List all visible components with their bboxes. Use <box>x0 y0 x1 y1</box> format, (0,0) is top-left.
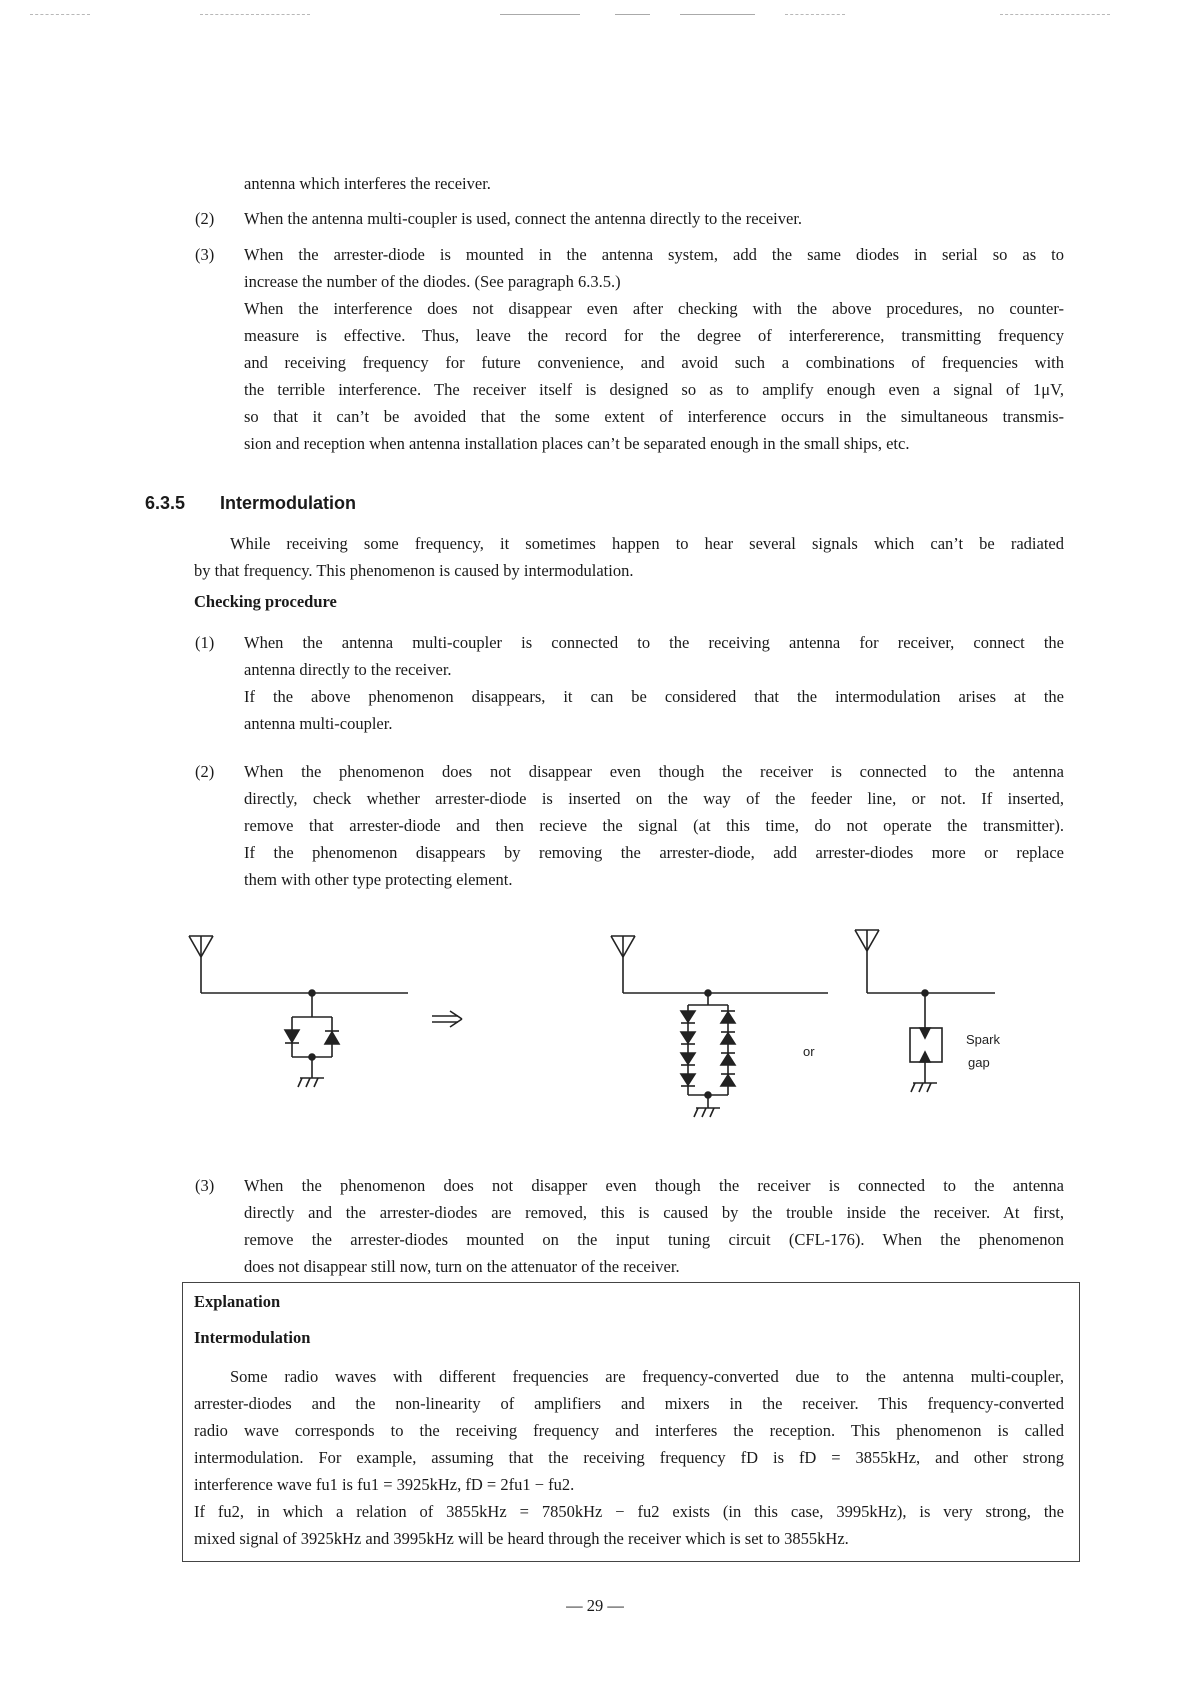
section-number: 6.3.5 <box>145 493 186 513</box>
item-text: When the phenomenon does not disapper even though the receiver is connected to the antenna directly and the arrester-diodes are removed, this is caused by the trouble inside the receiver. At first, remove the arrester-diodes mounted on the input tuning circuit (CFL-176). When the phenomenon does not disappear still now, turn on the attenuator of the receiver. <box>244 1176 1064 1276</box>
item-text: When the phenomenon does not disappear even though the receiver is connected to the antenna directly, check whether arrester-diode is inserted on the way of the feeder line, or not. If inserted, remove that arrester-diode and then recieve the signal (at this time, do not operate the transmitter). If the phenomenon disappears by removing the arrester-diode, add arrester-diodes more or replace them with other type protecting element. <box>244 762 1064 889</box>
or-label: or <box>803 1044 815 1059</box>
arrow-right-icon <box>432 1011 462 1027</box>
checking-procedure-label: Checking procedure <box>194 592 337 611</box>
item-number: (1) <box>195 633 215 652</box>
continuation-text: antenna which interferes the receiver. <box>244 174 491 193</box>
diode-pair <box>285 1017 339 1057</box>
explanation-subtitle: Intermodulation <box>194 1328 311 1347</box>
ground-icon <box>911 1062 937 1092</box>
spark-gap-icon <box>910 1028 942 1062</box>
intro-paragraph: While receiving some frequency, it sometimes happen to hear several signals which can’t be radiated by that frequency. This phenomenon is caused by intermodulation. <box>194 534 1064 580</box>
antenna-icon <box>611 936 635 993</box>
item-text: When the arrester-diode is mounted in the antenna system, add the same diodes in serial so as to increase the number of the diodes. (See paragraph 6.3.5.) <box>244 245 1064 291</box>
item-number: (3) <box>195 245 215 264</box>
spark-gap-label-1: Spark <box>966 1032 1000 1047</box>
item-number: (3) <box>195 1176 215 1195</box>
paragraph: When the interference does not disappear even after checking with the above procedures, no counter- measure is effective. Thus, leave the record for the degree of interfererence, transmitting frequency and receiving frequency for future convenience, and avoid such a combinations of frequencies with the terrible interference. The receiver itself is designed so as to amplify enough even a signal of 1μV, so that it can’t be avoided that the some extent of interference occurs in the simultaneous transmis- sion and reception when antenna installation places can’t be separated enough in the small ships, etc. <box>244 299 1064 453</box>
explanation-title: Explanation <box>194 1292 281 1311</box>
section-title: Intermodulation <box>220 493 356 513</box>
spark-gap-label-2: gap <box>968 1055 990 1070</box>
item-number: (2) <box>195 762 215 781</box>
diode-stack <box>681 1005 735 1095</box>
item-number: (2) <box>195 209 215 228</box>
ground-icon <box>298 1057 324 1087</box>
antenna-icon <box>189 936 213 993</box>
antenna-icon <box>855 930 879 993</box>
item-text: When the antenna multi-coupler is connected to the receiving antenna for receiver, connect the antenna directly to the receiver. If the above phenomenon disappears, it can be considered that the intermodulation arises at the antenna multi-coupler. <box>244 633 1064 733</box>
page-number: — 29 — <box>566 1596 624 1615</box>
item-text: When the antenna multi-coupler is used, connect the antenna directly to the receiver. <box>244 209 803 228</box>
explanation-text: Some radio waves with different frequencies are frequency-converted due to the antenna multi-coupler, arrester-diodes and the non-linearity of amplifiers and mixers in the receiver. This frequency-converted radio wave corresponds to the receiving frequency and interferes the reception. This phenomenon is called intermodulation. For example, assuming that the receiving frequency fD is fD = 3855kHz, and other strong interference wave fu1 is fu1 = 3925kHz, fD = 2fu1 − fu2. If fu2, in which a relation of 3855kHz = 7850kHz − fu2 exists (in this case, 3995kHz), is very strong, the mixed signal of 3925kHz and 3995kHz will be heard through the receiver which is set to 3855kHz. <box>194 1367 1064 1548</box>
